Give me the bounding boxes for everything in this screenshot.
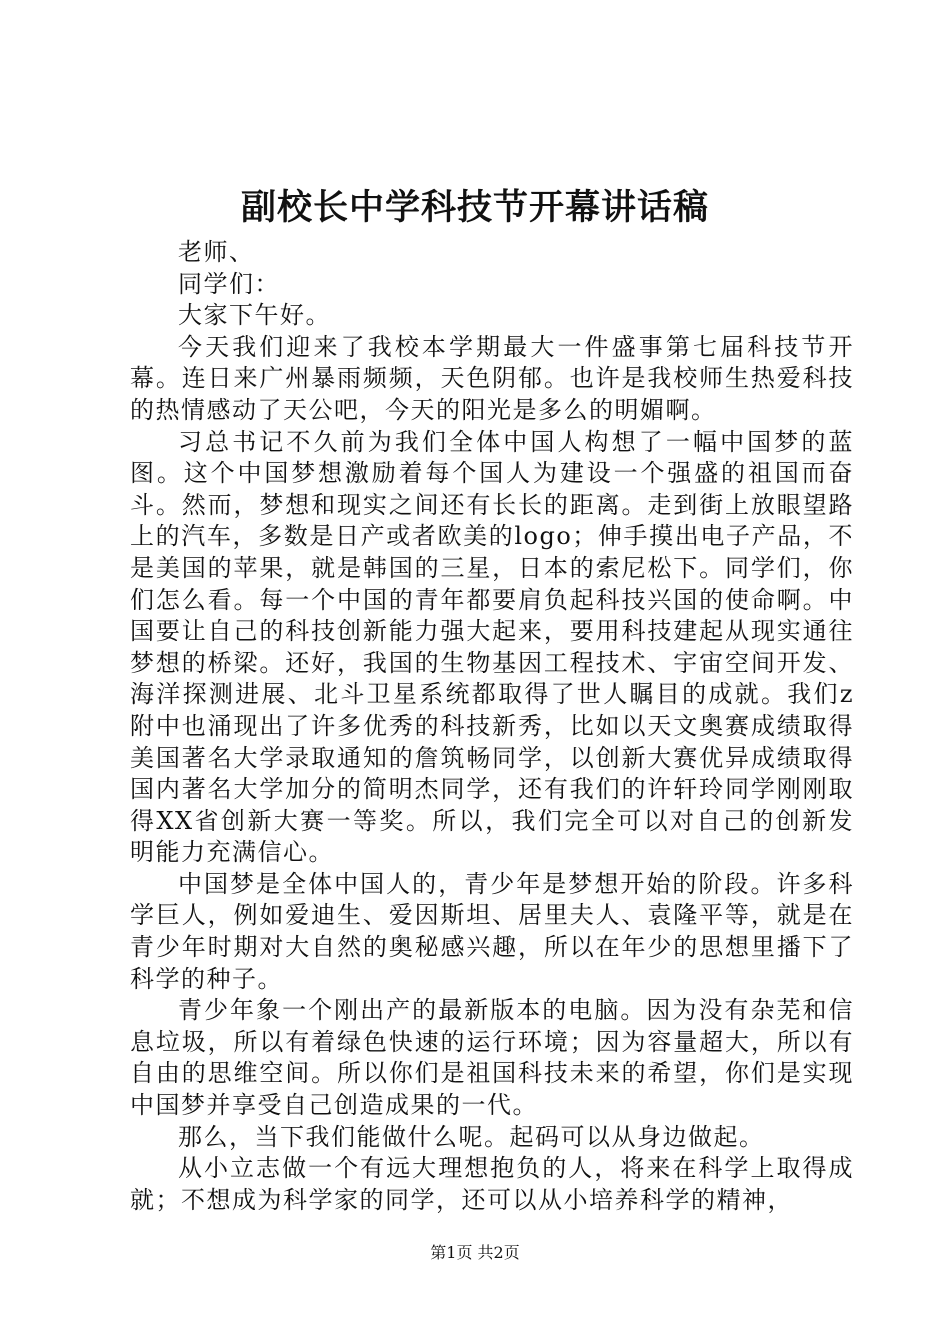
paragraph-opening: 今天我们迎来了我校本学期最大一件盛事第七届科技节开幕。连日来广州暴雨频频，天色阴郁。也许是我校师生热爱科技的热情感动了天公吧，今天的阳光是多么的明媚啊。 xyxy=(130,332,854,424)
paragraph-salutation-teachers: 老师、 xyxy=(178,238,255,266)
paragraph-youth-stage: 中国梦是全体中国人的，青少年是梦想开始的阶段。许多科学巨人，例如爱迪生、爱因斯坦、居里夫人、袁隆平等，就是在青少年时期对大自然的奥秘感兴趣，所以在年少的思想里播下了科学的种子。 xyxy=(130,869,854,993)
paragraph-what-to-do: 那么，当下我们能做什么呢。起码可以从身边做起。 xyxy=(178,1122,765,1151)
paragraph-chinese-dream: 习总书记不久前为我们全体中国人构想了一幅中国梦的蓝图。这个中国梦想激励着每个国人为建设一个强盛的祖国而奋斗。然而，梦想和现实之间还有长长的距离。走到街上放眼望路上的汽车，多数是日产或者欧美的logo；伸手摸出电子产品，不是美国的苹果，就是韩国的三星，日本的索尼松下。同学们，你们怎么看。每一个中国的青年都要肩负起科技兴国的使命啊。中国要让自己的科技创新能力强大起来，要用科技建起从现实通往梦想的桥梁。还好，我国的生物基因工程技术、宇宙空间开发、海洋探测进展、北斗卫星系统都取得了世人瞩目的成就。我们z附中也涌现出了许多优秀的科技新秀，比如以天文奥赛成绩取得美国著名大学录取通知的詹筑畅同学，以创新大赛优异成绩取得国内著名大学加分的简明杰同学，还有我们的许轩玲同学刚刚取得XX省创新大赛一等奖。所以，我们完全可以对自己的创新发明能力充满信心。 xyxy=(130,427,854,867)
paragraph-greeting: 大家下午好。 xyxy=(178,301,331,330)
paragraph-salutation-students: 同学们： xyxy=(178,269,280,298)
paragraph-youth-computer: 青少年象一个刚出产的最新版本的电脑。因为没有杂芜和信息垃圾，所以有着绿色快速的运行环境；因为容量超大，所以有自由的思维空间。所以你们是祖国科技未来的希望，你们是实现中国梦并享受自己创造成果的一代。 xyxy=(130,996,854,1120)
document-body xyxy=(130,237,854,1216)
document-title: 副校长中学科技节开幕讲话稿 xyxy=(240,187,709,228)
paragraph-ambition: 从小立志做一个有远大理想抱负的人，将来在科学上取得成就；不想成为科学家的同学，还可以从小培养科学的精神， xyxy=(130,1154,854,1214)
page-number-footer: 第1页 共2页 xyxy=(430,1243,520,1262)
